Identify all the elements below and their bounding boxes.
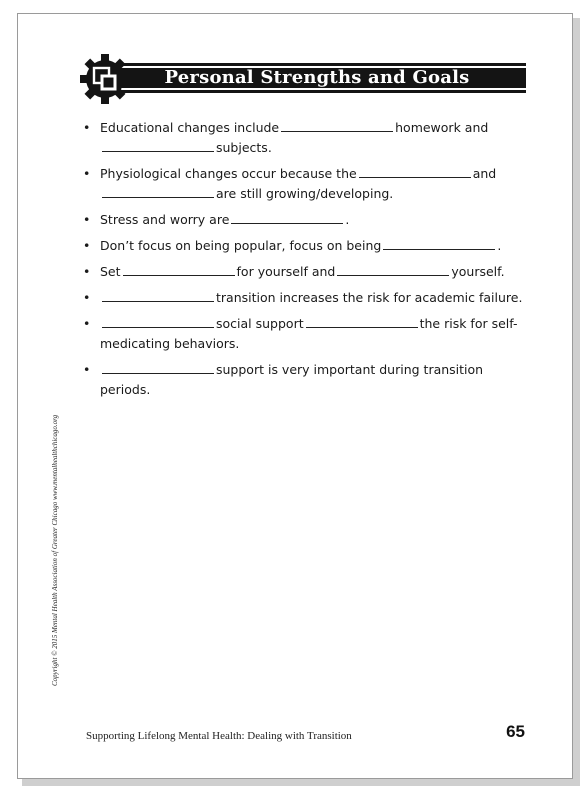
fill-in-blank[interactable] xyxy=(102,138,214,152)
fill-in-blank[interactable] xyxy=(102,360,214,374)
title-banner xyxy=(108,63,526,93)
fill-in-blank[interactable] xyxy=(383,236,495,250)
list-item xyxy=(80,314,530,354)
bullet-text: yourself. xyxy=(451,264,505,279)
page-number: 65 xyxy=(506,722,525,741)
bullet-text: Educational changes include xyxy=(100,120,280,135)
bullet-text: . xyxy=(345,212,350,227)
bullet-text: . xyxy=(497,238,502,253)
fill-in-blank[interactable] xyxy=(359,164,471,178)
bullet-text: social support xyxy=(216,316,304,331)
copyright-notice: Copyright © 2015 Mental Health Association of Greater Chicago www.mentalhealthchicago.org xyxy=(51,414,59,686)
list-item xyxy=(80,118,530,158)
list-item xyxy=(80,236,530,256)
bullet-text: the risk for self-medicating behaviors. xyxy=(100,316,518,351)
fill-in-blank[interactable] xyxy=(306,314,418,328)
bullet-text: Set xyxy=(100,264,121,279)
footer-title: Supporting Lifelong Mental Health: Dealing with Transition xyxy=(86,730,352,742)
bullet-text: support is very important during transition periods. xyxy=(100,362,484,397)
list-item xyxy=(80,360,530,400)
gear-squares-icon xyxy=(78,52,132,106)
list-item xyxy=(80,210,530,230)
fill-in-blank[interactable] xyxy=(231,210,343,224)
fill-in-blank[interactable] xyxy=(123,262,235,276)
bullet-text: Stress and worry are xyxy=(100,212,230,227)
fill-in-blank[interactable] xyxy=(337,262,449,276)
list-item xyxy=(80,288,530,308)
bullet-text: subjects. xyxy=(216,140,272,155)
page-title: Personal Strengths and Goals xyxy=(164,67,470,88)
bullet-text: homework and xyxy=(395,120,489,135)
bullet-text: Physiological changes occur because the xyxy=(100,166,357,181)
bullet-text: for yourself and xyxy=(236,264,336,279)
fill-in-blank[interactable] xyxy=(102,184,214,198)
list-item xyxy=(80,262,530,282)
fill-in-blank[interactable] xyxy=(102,314,214,328)
bullet-list xyxy=(80,118,530,406)
bullet-text: Don’t focus on being popular, focus on being xyxy=(100,238,382,253)
list-item xyxy=(80,164,530,204)
bullet-text: and xyxy=(472,166,497,181)
fill-in-blank[interactable] xyxy=(281,118,393,132)
bullet-text: transition increases the risk for academic failure. xyxy=(216,290,523,305)
fill-in-blank[interactable] xyxy=(102,288,214,302)
bullet-text: are still growing/developing. xyxy=(216,186,394,201)
